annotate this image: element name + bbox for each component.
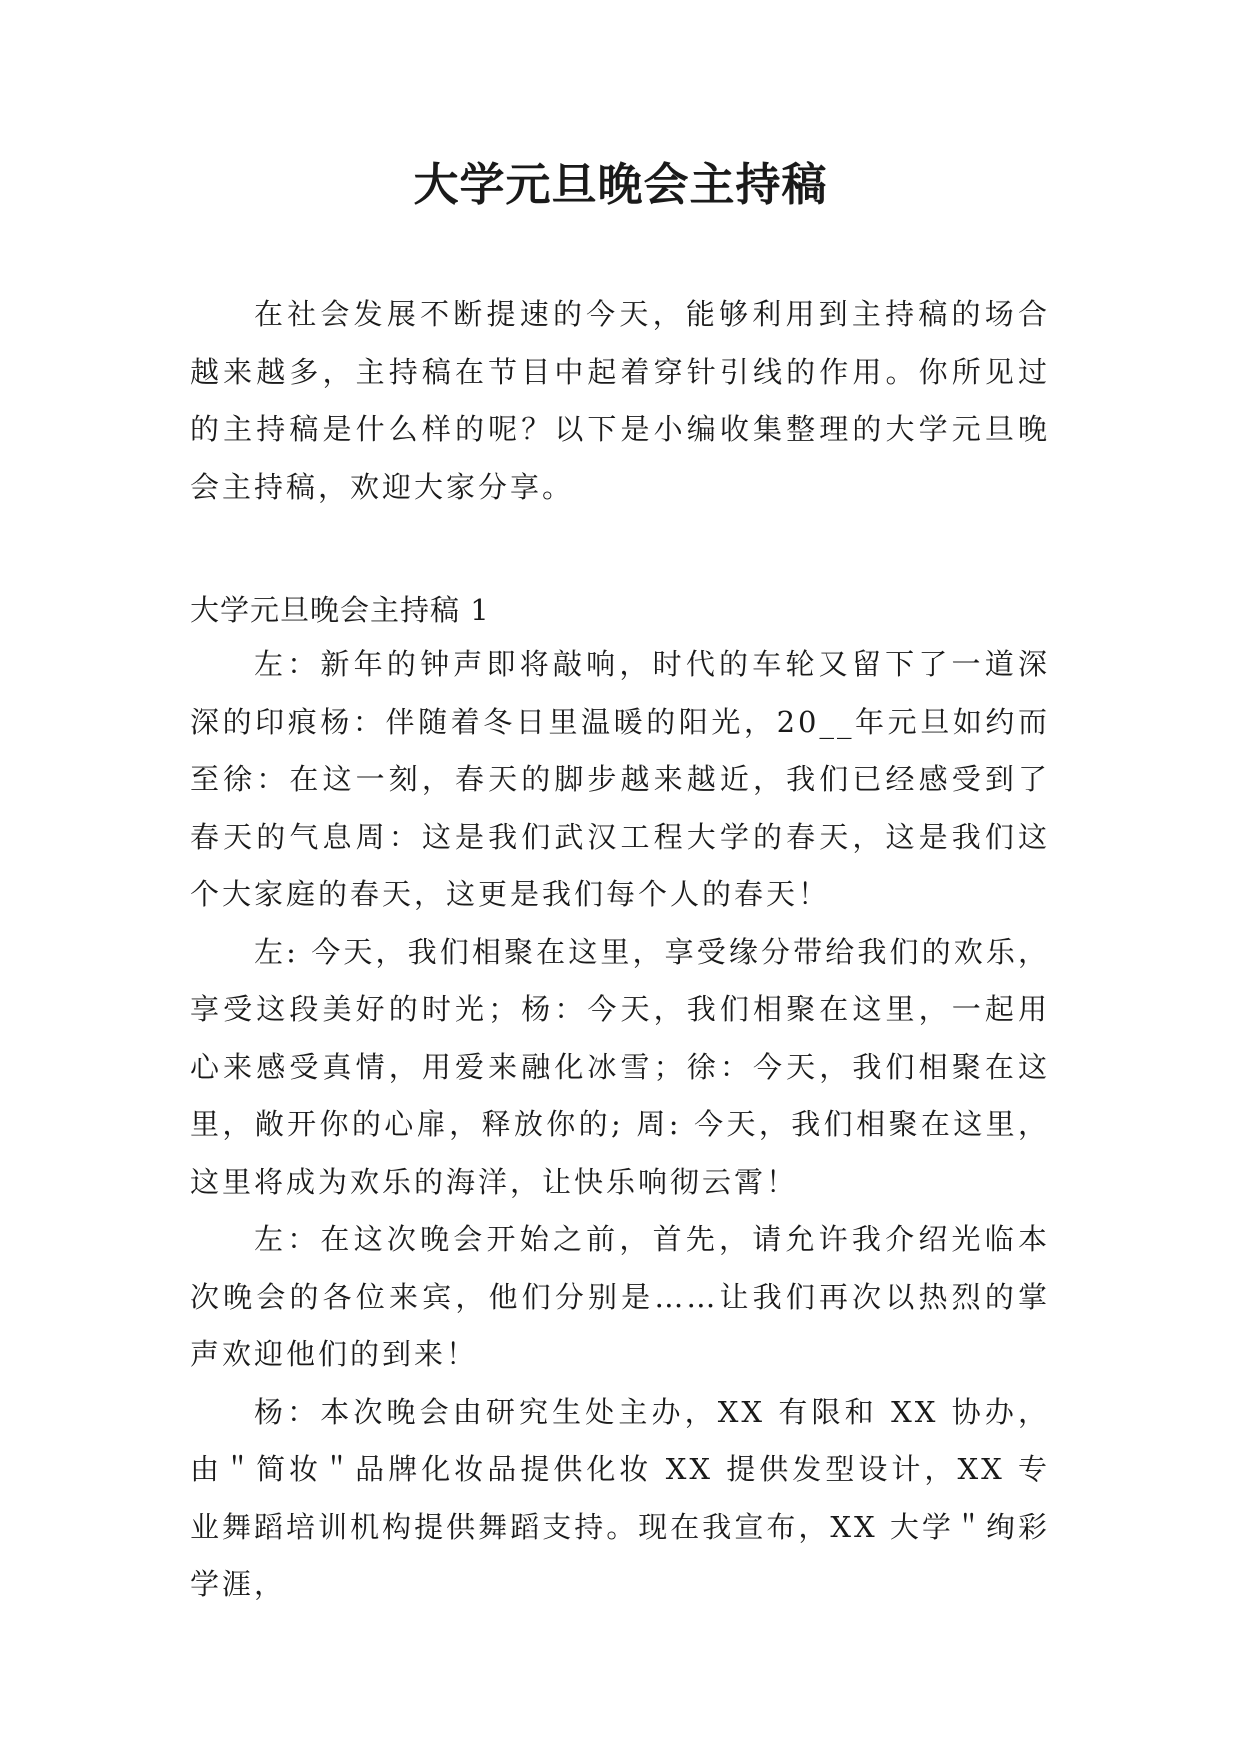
script-paragraph: 左: 今天，我们相聚在这里，享受缘分带给我们的欢乐，享受这段美好的时光；杨：今天，我们相聚在这里，一起用心来感受真情，用爱来融化冰雪；徐：今天，我们相聚在这里，敞开你的心扉，释放你的; 周: 今天，我们相聚在这里，这里将成为欢乐的海洋，让快乐响彻云霄！ (190, 934, 1050, 1199)
script-content (190, 636, 1050, 1614)
script-paragraph: 杨：本次晚会由研究生处主办，XX 有限和 XX 协办，由＂简妆＂品牌化妆品提供化妆 XX 提供发型设计，XX 专业舞蹈培训机构提供舞蹈支持。现在我宣布，XX 大学＂绚彩学涯， (190, 1394, 1050, 1601)
intro-paragraph: 在社会发展不断提速的今天，能够利用到主持稿的场合越来越多，主持稿在节目中起着穿针引线的作用。你所见过的主持稿是什么样的呢？以下是小编收集整理的大学元旦晚会主持稿，欢迎大家分享。 (190, 297, 1050, 504)
script-paragraph: 左：新年的钟声即将敲响，时代的车轮又留下了一道深深的印痕杨：伴随着冬日里温暖的阳光，20__年元旦如约而至徐：在这一刻，春天的脚步越来越近，我们已经感受到了春天的气息周：这是我们武汉工程大学的春天，这是我们这个大家庭的春天，这更是我们每个人的春天！ (190, 647, 1050, 911)
document-title: 大学元旦晚会主持稿 (413, 158, 828, 211)
script-paragraph: 左：在这次晚会开始之前，首先，请允许我介绍光临本次晚会的各位来宾，他们分别是……让我们再次以热烈的掌声欢迎他们的到来！ (190, 1222, 1050, 1371)
section-heading: 大学元旦晚会主持稿 1 (190, 593, 490, 627)
